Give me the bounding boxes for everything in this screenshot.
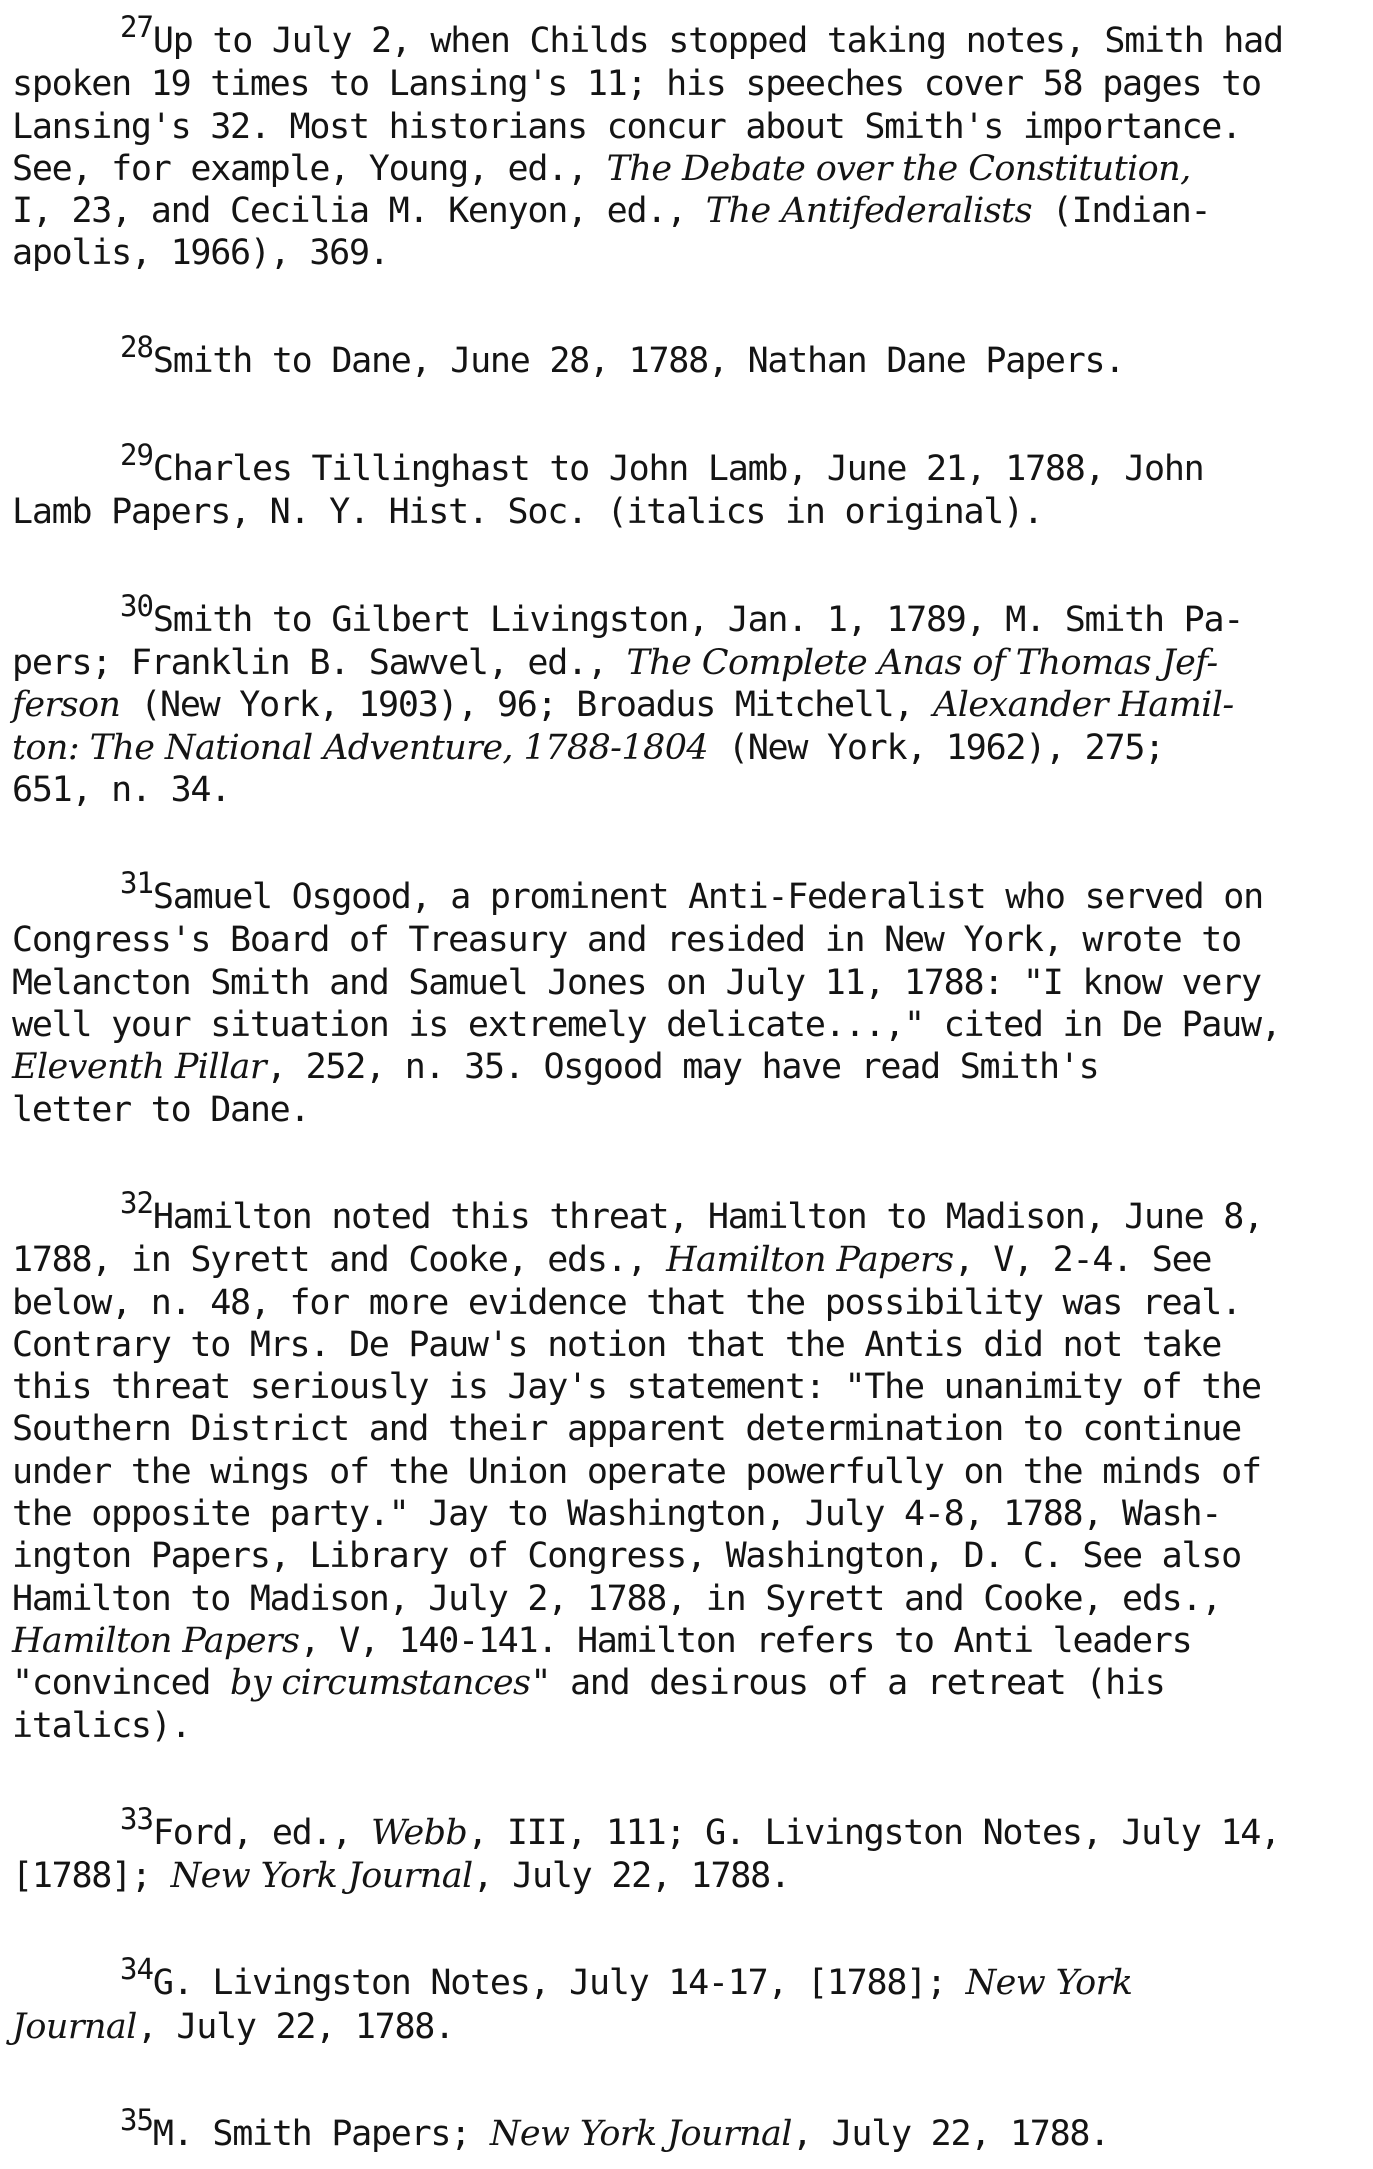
- footnote-number: 33: [120, 1801, 153, 1836]
- italic-title: Hamilton Papers: [12, 1620, 300, 1661]
- italic-title: The Antifederalists: [705, 191, 1032, 232]
- italic-title: The Complete Anas of Thomas Jef-: [626, 642, 1218, 683]
- footnote-line: [12, 329, 1364, 383]
- footnote-line: [12, 190, 1364, 232]
- footnote-line: [12, 1239, 1364, 1281]
- footnote-line: [12, 1046, 1364, 1088]
- footnote-number: 32: [120, 1185, 153, 1220]
- footnote-text: Samuel Osgood, a prominent Anti-Federalist who served on: [152, 877, 1263, 918]
- footnote-line: [12, 148, 1364, 190]
- footnote-35: [12, 2102, 1364, 2156]
- footnote-line: apolis, 1966), 369.: [12, 233, 389, 274]
- footnote-line: Congress's Board of Treasury and resided in New York, wrote to: [12, 920, 1241, 961]
- italic-title: New York: [965, 1963, 1133, 2004]
- footnote-line: Hamilton to Madison, July 2, 1788, in Syrett and Cooke, eds.,: [12, 1578, 1222, 1619]
- footnote-text: (Indian-: [1031, 191, 1211, 232]
- footnote-text: Up to July 2, when Childs stopped taking notes, Smith had: [152, 21, 1283, 61]
- footnote-line: below, n. 48, for more evidence that the possibility was real.: [12, 1282, 1241, 1323]
- footnote-text: , III, 111; G. Livingston Notes, July 14,: [467, 1812, 1280, 1853]
- footnote-line: Lansing's 32. Most historians concur about Smith's importance.: [12, 106, 1241, 147]
- footnote-text: M. Smith Papers;: [152, 2113, 490, 2154]
- footnote-number: 31: [120, 866, 153, 901]
- footnote-line: Melancton Smith and Samuel Jones on July 11, 1788: "I know very: [12, 962, 1261, 1003]
- footnote-text: " and desirous of a retreat (his: [530, 1663, 1165, 1704]
- footnote-text: "convinced: [12, 1663, 231, 1704]
- footnote-line: [12, 642, 1364, 684]
- footnote-line: Contrary to Mrs. De Pauw's notion that the Antis did not take: [12, 1324, 1222, 1365]
- footnote-text: Charles Tillinghast to John Lamb, June 21, 1788, John: [152, 449, 1204, 490]
- footnote-text: , V, 2-4. See: [953, 1240, 1212, 1281]
- italic-title: ton: The National Adventure, 1788-1804: [12, 727, 709, 768]
- footnote-line: [12, 1801, 1364, 1855]
- footnote-line: [12, 684, 1364, 726]
- italic-title: Journal: [12, 2006, 137, 2047]
- italic-title: New York Journal: [170, 1856, 473, 1897]
- footnote-line: [12, 727, 1364, 769]
- footnote-text: , July 22, 1788.: [791, 2113, 1110, 2154]
- footnote-line: ington Papers, Library of Congress, Washington, D. C. See also: [12, 1536, 1241, 1577]
- footnote-number: 28: [120, 329, 153, 364]
- footnote-line: spoken 19 times to Lansing's 11; his speeches cover 58 pages to: [12, 64, 1261, 105]
- italic-title: New York Journal: [489, 2113, 792, 2154]
- footnote-number: 29: [120, 438, 153, 473]
- footnote-number: 35: [120, 2102, 153, 2137]
- footnote-29: [12, 438, 1364, 534]
- footnote-line: [12, 1185, 1364, 1239]
- footnote-text: Smith to Dane, June 28, 1788, Nathan Dane Papers.: [152, 340, 1125, 381]
- footnote-line: [12, 10, 1364, 63]
- italic-title: Webb: [370, 1812, 468, 1853]
- footnote-text: 1788, in Syrett and Cooke, eds.,: [12, 1240, 667, 1281]
- footnote-text: (New York, 1962), 275;: [708, 727, 1164, 768]
- footnote-text: (New York, 1903), 96; Broadus Mitchell,: [120, 685, 934, 726]
- footnote-line: the opposite party." Jay to Washington, July 4-8, 1788, Wash-: [12, 1494, 1222, 1535]
- footnote-32: [12, 1185, 1364, 1747]
- footnote-text: See, for example, Young, ed.,: [12, 148, 607, 189]
- footnote-line: [12, 1855, 1364, 1897]
- footnote-text: , July 22, 1788.: [472, 1856, 790, 1897]
- italic-title: ferson: [12, 685, 121, 726]
- footnote-text: Smith to Gilbert Livingston, Jan. 1, 1789, M. Smith Pa-: [152, 599, 1244, 640]
- footnote-line: [12, 1620, 1364, 1662]
- footnote-27: [12, 10, 1364, 275]
- footnote-line: under the wings of the Union operate powerfully on the minds of: [12, 1451, 1261, 1492]
- footnote-line: italics).: [12, 1705, 191, 1746]
- footnote-line: this threat seriously is Jay's statement: "The unanimity of the: [12, 1367, 1261, 1408]
- footnote-number: 27: [120, 10, 153, 44]
- italic-title: The Debate over the Constitution,: [606, 148, 1191, 189]
- footnote-30: [12, 588, 1364, 811]
- footnote-text: I, 23, and Cecilia M. Kenyon, ed.,: [12, 191, 706, 232]
- footnote-line: [12, 2102, 1364, 2156]
- italic-title: Eleventh Pillar: [12, 1047, 266, 1088]
- footnote-text: Ford, ed.,: [152, 1812, 371, 1853]
- footnote-line: [12, 1662, 1364, 1704]
- footnote-text: Hamilton noted this threat, Hamilton to Madison, June 8,: [152, 1196, 1263, 1237]
- footnote-text: , 252, n. 35. Osgood may have read Smith's: [265, 1047, 1099, 1088]
- footnotes-page: [12, 10, 1364, 2156]
- footnote-line: well your situation is extremely delicate...," cited in De Pauw,: [12, 1005, 1281, 1046]
- footnote-line: Southern District and their apparent determination to continue: [12, 1409, 1241, 1450]
- footnote-number: 34: [120, 1952, 153, 1987]
- footnote-line: Lamb Papers, N. Y. Hist. Soc. (italics in original).: [12, 492, 1043, 533]
- footnote-line: [12, 866, 1364, 919]
- footnote-28: [12, 329, 1364, 383]
- footnote-text: , V, 140-141. Hamilton refers to Anti leaders: [299, 1620, 1192, 1661]
- footnote-line: letter to Dane.: [12, 1089, 310, 1130]
- footnote-text: G. Livingston Notes, July 14-17, [1788];: [152, 1963, 966, 2004]
- footnote-text: , July 22, 1788.: [136, 2006, 454, 2047]
- footnote-line: 651, n. 34.: [12, 769, 231, 810]
- footnote-number: 30: [120, 588, 153, 623]
- footnote-text: pers; Franklin B. Sawvel, ed.,: [12, 642, 627, 683]
- italic-title: Hamilton Papers: [666, 1240, 954, 1281]
- footnote-line: [12, 438, 1364, 491]
- footnote-line: [12, 588, 1364, 642]
- footnote-31: [12, 866, 1364, 1131]
- footnote-line: [12, 1952, 1364, 2005]
- footnote-33: [12, 1801, 1364, 1898]
- footnote-text: [1788];: [12, 1856, 171, 1897]
- footnote-line: [12, 2006, 1364, 2048]
- italic-title: Alexander Hamil-: [933, 685, 1234, 726]
- italic-phrase: by circumstances: [230, 1663, 531, 1704]
- footnote-34: [12, 1952, 1364, 2048]
